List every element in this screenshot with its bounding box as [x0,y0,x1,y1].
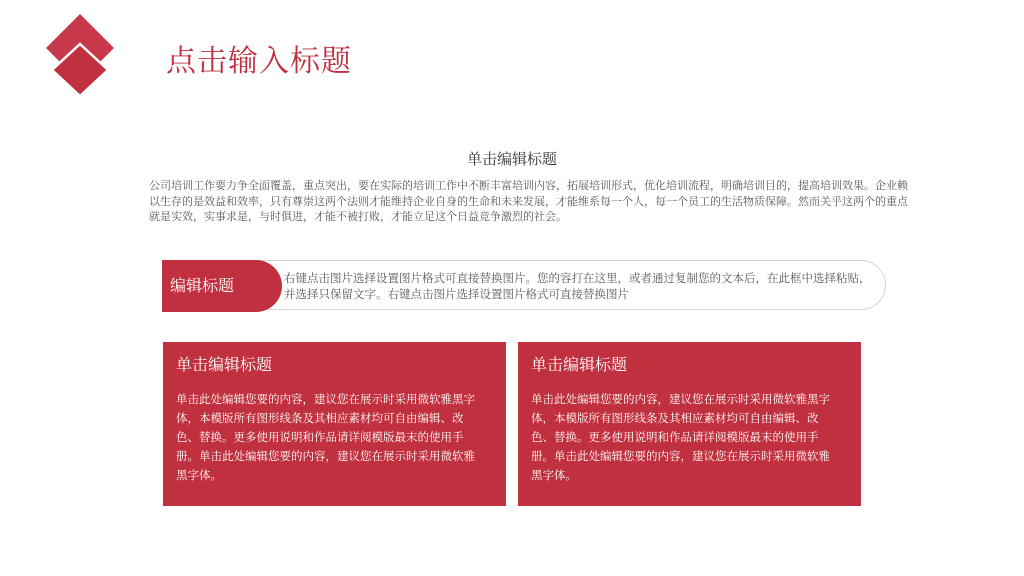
content-card-1 [163,342,506,506]
card-title[interactable]: 单击编辑标题 [176,355,273,374]
red-diamond-logo-icon [44,14,118,98]
card-body[interactable]: 单击此处编辑您要的内容，建议您在展示时采用微软雅黑字体，本模版所有图形线条及其相应素材均可自由编辑、改色、替换。更多使用说明和作品请详阅模版最末的使用手册。单击此处编辑您要的内容，建议您在展示时采用微软雅黑字体。 [176,392,475,482]
card-body[interactable]: 单击此处编辑您要的内容，建议您在展示时采用微软雅黑字体，本模版所有图形线条及其相应素材均可自由编辑、改色、替换。更多使用说明和作品请详阅模版最末的使用手册。单击此处编辑您要的内容，建议您在展示时采用微软雅黑字体。 [531,392,830,482]
content-card-2 [518,342,861,506]
card-title[interactable]: 单击编辑标题 [531,355,628,374]
intro-paragraph[interactable]: 公司培训工作要力争全面覆盖，重点突出，要在实际的培训工作中不断丰富培训内容，拓展培训形式，优化培训流程，明确培训目的，提高培训效果。企业赖以生存的是效益和效率，只有尊崇这两个法则才能维持企业自身的生命和未来发展，才能维系每一个人，每一个员工的生活物质保障。然而关乎这两个的重点就是实效，实事求是，与时俱进，才能不被打败，才能立足这个日益竞争激烈的社会。 [149,179,908,223]
section-heading[interactable]: 单击编辑标题 [466,150,557,168]
callout-label[interactable]: 编辑标题 [162,260,282,312]
callout-text[interactable]: 右键点击图片选择设置图片格式可直接替换图片。您的容打在这里，或者通过复制您的文本后，在此框中选择粘贴，并选择只保留文字。右键点击图片选择设置图片格式可直接替换图片 [284,271,871,301]
page-title[interactable]: 点击输入标题 [166,44,352,79]
